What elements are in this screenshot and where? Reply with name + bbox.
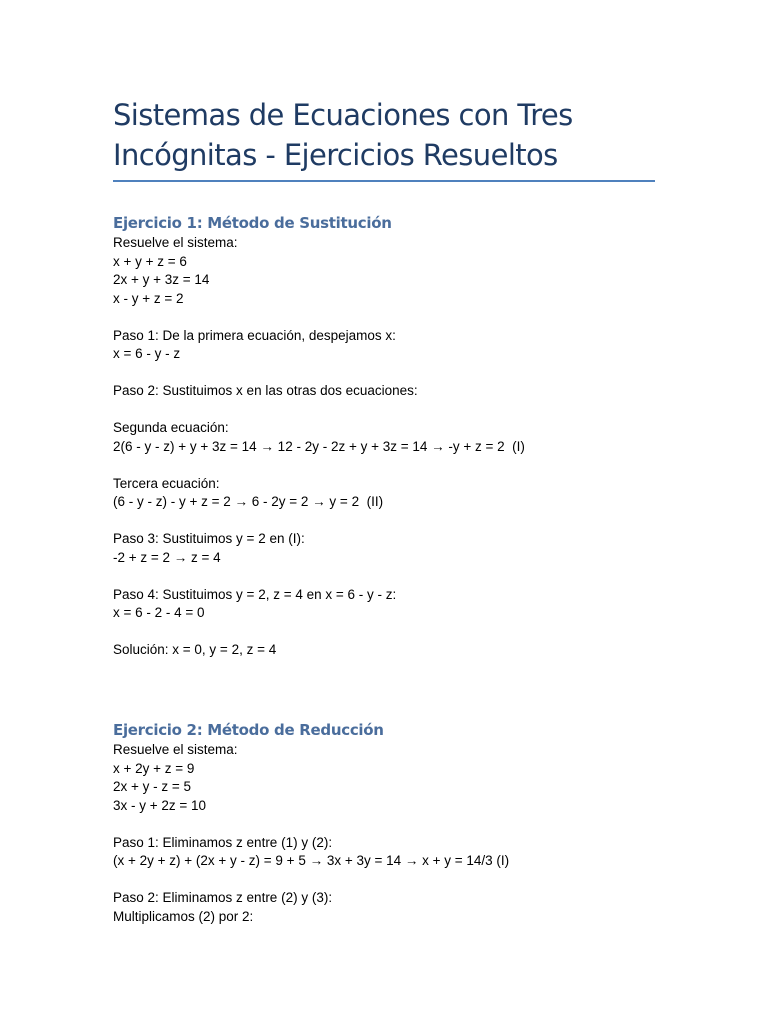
text-line: Paso 1: Eliminamos z entre (1) y (2): [113, 834, 333, 850]
text-line: -2 + z = 2 → z = 4 [113, 549, 221, 565]
text-line: x - y + z = 2 [113, 290, 184, 306]
blank-line [113, 364, 713, 383]
title-underline [113, 180, 655, 182]
text-line: (x + 2y + z) + (2x + y - z) = 9 + 5 → 3x + 3y = 14 → x + y = 14/3 (I) [113, 853, 510, 868]
text-line: Paso 2: Sustituimos x en las otras dos ecuaciones: [113, 383, 418, 398]
text-line: 3x - y + 2z = 10 [113, 797, 207, 813]
exercise-1-section [113, 212, 713, 660]
text-line: Solución: x = 0, y = 2, z = 4 [113, 642, 277, 657]
text-line: x + 2y + z = 9 [113, 760, 195, 776]
text-line: Resuelve el sistema: [113, 235, 238, 250]
text-line: Paso 1: De la primera ecuación, despejamos x: [113, 327, 396, 343]
exercise-2-body [113, 741, 713, 926]
text-line: Multiplicamos (2) por 2: [113, 908, 254, 924]
blank-line [113, 401, 713, 420]
text-line: Paso 4: Sustituimos y = 2, z = 4 en x = 6 - y - z: [113, 586, 397, 602]
text-line: (6 - y - z) - y + z = 2 → 6 - 2y = 2 → y = 2 (II) [113, 494, 384, 509]
text-line: Paso 2: Eliminamos z entre (2) y (3): [113, 890, 333, 905]
page-title [113, 95, 673, 175]
text-line: x = 6 - y - z [113, 346, 181, 361]
text-line: Segunda ecuación: [113, 420, 229, 435]
title-line-2: Incógnitas - Ejercicios Resueltos [113, 138, 558, 172]
text-line: Tercera ecuación: [113, 475, 220, 491]
text-line: Paso 3: Sustituimos y = 2 en (I): [113, 531, 305, 546]
text-line: 2x + y + 3z = 14 [113, 272, 210, 287]
blank-line [113, 567, 713, 586]
title-line-1: Sistemas de Ecuaciones con Tres [113, 98, 573, 132]
exercise-1-body [113, 234, 713, 660]
exercise-2-heading: Ejercicio 2: Método de Reducción [113, 721, 384, 739]
blank-line [113, 512, 713, 531]
text-line: x + y + z = 6 [113, 253, 187, 269]
blank-line [113, 456, 713, 475]
text-line: 2x + y - z = 5 [113, 779, 192, 794]
blank-line [113, 623, 713, 642]
text-line: 2(6 - y - z) + y + 3z = 14 → 12 - 2y - 2z + y + 3z = 14 → -y + z = 2 (I) [113, 438, 525, 454]
blank-line [113, 308, 713, 327]
exercise-2-section [113, 719, 713, 926]
blank-line [113, 815, 713, 834]
text-line: Resuelve el sistema: [113, 742, 238, 757]
blank-line [113, 871, 713, 890]
exercise-1-heading: Ejercicio 1: Método de Sustitución [113, 214, 392, 232]
text-line: x = 6 - 2 - 4 = 0 [113, 605, 205, 620]
